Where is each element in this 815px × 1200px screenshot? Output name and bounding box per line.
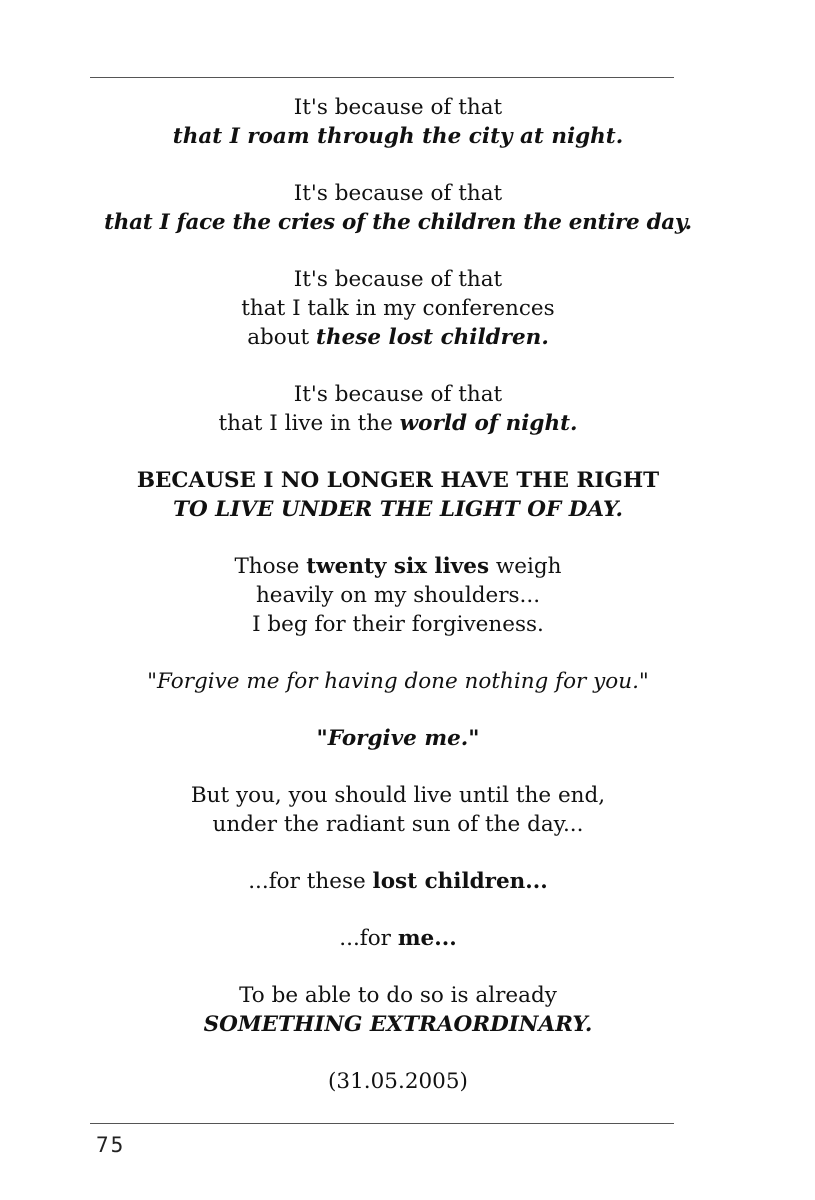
poem-line — [0, 552, 796, 581]
stanza-11 — [0, 924, 796, 953]
poem-line — [0, 924, 796, 953]
poem-text: ...for — [339, 926, 398, 951]
poem-line — [0, 867, 796, 896]
poem-line-emphasis: that I roam through the city at night. — [172, 124, 624, 149]
stanza-9 — [0, 781, 796, 839]
bottom-rule — [90, 1123, 674, 1124]
stanza-6 — [0, 552, 796, 639]
poem-emphasis: world of night. — [399, 411, 578, 436]
top-rule — [90, 77, 674, 78]
poem-line: heavily on my shoulders... — [255, 583, 541, 608]
stanza-5 — [0, 466, 796, 524]
stanza-7 — [0, 667, 796, 696]
poem-line: I beg for their forgiveness. — [252, 612, 544, 637]
poem-heading-line: BECAUSE I NO LONGER HAVE THE RIGHT — [136, 468, 660, 493]
poem-line: But you, you should live until the end, — [190, 783, 606, 808]
poem-text: weigh — [489, 554, 562, 579]
poem-line: It's because of that — [293, 267, 503, 292]
stanza-4 — [0, 380, 796, 438]
stanza-8 — [0, 724, 796, 753]
poem-line: that I talk in my conferences — [241, 296, 555, 321]
date-stanza — [0, 1067, 796, 1096]
poem-text: Those — [234, 554, 307, 579]
poem-emphasis: me... — [397, 926, 457, 951]
poem-text: ...for these — [248, 869, 373, 894]
poem-heading-line: TO LIVE UNDER THE LIGHT OF DAY. — [172, 497, 624, 522]
poem-line: It's because of that — [293, 382, 503, 407]
poem-line-emphasis: that I face the cries of the children the entire day. — [104, 210, 692, 235]
poem-emphasis: twenty six lives — [306, 554, 490, 579]
date-line: (31.05.2005) — [328, 1069, 468, 1094]
poem-line: under the radiant sun of the day... — [212, 812, 584, 837]
poem-line — [0, 409, 796, 438]
stanza-10 — [0, 867, 796, 896]
poem-line-emphasis: SOMETHING EXTRAORDINARY. — [203, 1012, 593, 1037]
poem-emphasis: these lost children. — [316, 325, 549, 350]
poem-line: To be able to do so is already — [239, 983, 557, 1008]
stanza-3 — [0, 265, 796, 352]
poem-line: It's because of that — [293, 181, 503, 206]
poem-quote-line: "Forgive me." — [316, 726, 480, 751]
stanza-12 — [0, 981, 796, 1039]
poem-text: about — [247, 325, 317, 350]
poem-emphasis: lost children... — [372, 869, 548, 894]
stanza-2 — [0, 179, 796, 237]
page-number: 75 — [96, 1133, 126, 1157]
poem-body — [0, 93, 796, 1096]
poem-quote-line: "Forgive me for having done nothing for you." — [147, 669, 649, 694]
poem-line — [0, 323, 796, 352]
poem-text: that I live in the — [218, 411, 400, 436]
poem-line: It's because of that — [293, 95, 503, 120]
stanza-1 — [0, 93, 796, 151]
